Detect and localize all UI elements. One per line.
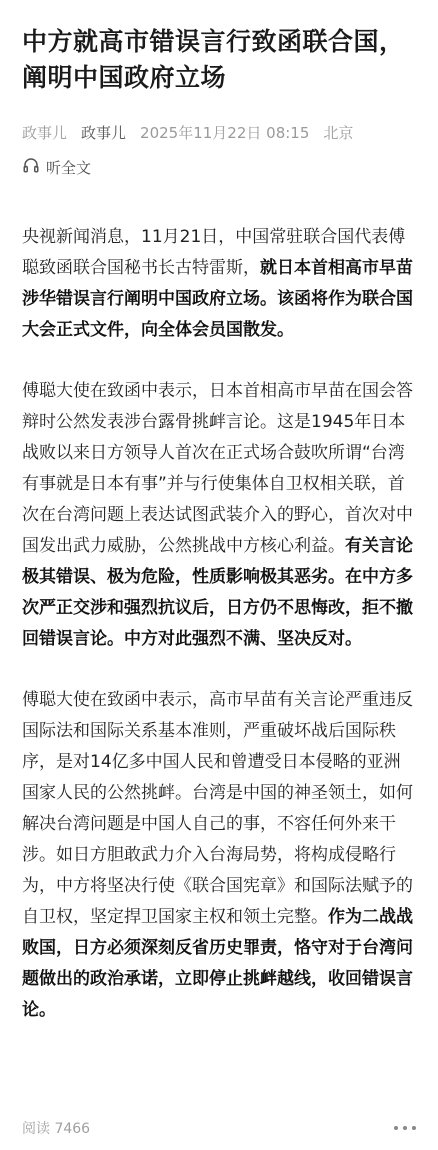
paragraph-text: 傅聪大使在致函中表示，高市早苗有关言论严重违反国际法和国际关系基本准则，严重破坏战后国际秩序，是对14亿多中国人民和曾遭受日本侵略的亚洲国家人民的公然挑衅。台湾是中国的神圣领土，如何解决台湾问题是中国人自己的事，不容任何外来干涉。如日方胆敢武力介入台海局势，将构成侵略行为，中方将坚决行使《联合国宪章》和国际法赋予的自卫权，坚定捍卫国家主权和领土完整。 [22,690,413,927]
article-paragraph-1 [22,222,416,346]
author-account[interactable]: 政事儿 [81,124,127,142]
paragraph-bold-text: 就日本首相高市早苗涉华错误言行阐明中国政府立场。该函将作为联合国大会正式文件，向全体会员国散发。 [22,258,413,340]
article-paragraph-3 [22,685,416,1026]
listen-label: 听全文 [46,158,92,177]
more-options-icon[interactable] [394,1126,416,1130]
publish-location: 北京 [323,124,354,142]
headphones-icon [22,156,40,178]
read-count: 阅读 7466 [22,1121,91,1137]
paragraph-bold-text: 有关言论极其错误、极为危险，性质影响极其恶劣。在中方多次严正交涉和强烈抗议后，日方仍不思悔改，拒不撤回错误言论。中方对此强烈不满、坚决反对。 [22,536,413,649]
paragraph-text: 央视新闻消息，11月21日，中国常驻联合国代表傅聪致函联合国秘书长古特雷斯， [22,227,406,278]
article-footer [22,1118,416,1138]
paragraph-text: 傅聪大使在致函中表示，日本首相高市早苗在国会答辩时公然发表涉台露骨挑衅言论。这是1945年日本战败以来日方领导人首次在正式场合鼓吹所谓“台湾有事就是日本有事”并与行使集体自卫权相关联，首次在台湾问题上表达试图武装介入的野心，首次对中国发出武力威胁，公然挑战中方核心利益。 [22,381,413,556]
article-paragraph-2 [22,376,416,655]
publish-datetime: 2025年11月22日 08:15 [140,124,310,142]
article-title: 中方就高市错误言行致函联合国，阐明中国政府立场 [22,27,405,92]
author-name[interactable]: 政事儿 [22,124,68,142]
paragraph-bold-text: 作为二战战败国，日方必须深刻反省历史罪责，恪守对于台湾问题做出的政治承诺，立即停止挑衅越线，收回错误言论。 [22,907,413,1020]
article-meta [22,122,416,143]
listen-button[interactable] [22,156,416,178]
